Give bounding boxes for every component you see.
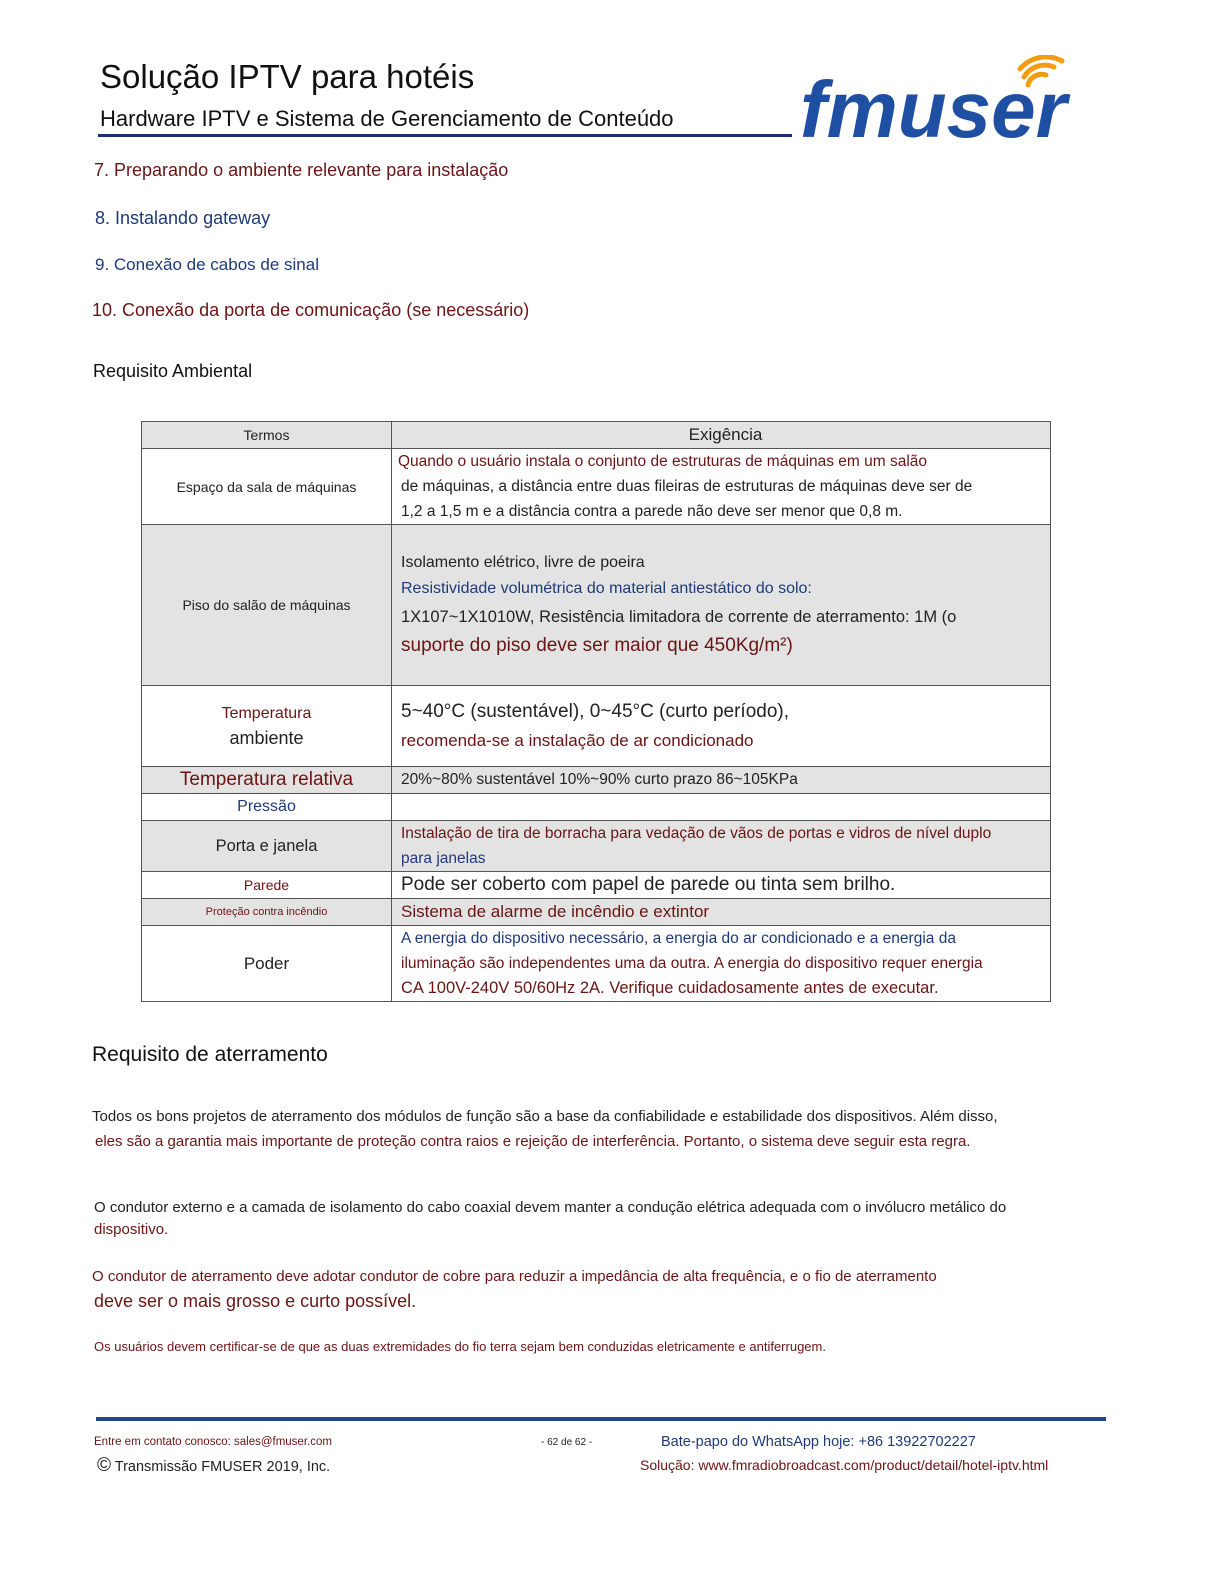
requirement-line: 1X107~1X1010W, Resistência limitadora de corrente de aterramento: 1M (o	[401, 608, 957, 626]
term-cell: Porta e janela	[142, 821, 392, 872]
requirement-line: A energia do dispositivo necessário, a energia do ar condicionado e a energia da	[401, 930, 956, 947]
step-8: 8. Instalando gateway	[95, 208, 271, 228]
term-cell: Parede	[142, 872, 392, 899]
requirement-line: CA 100V-240V 50/60Hz 2A. Verifique cuidadosamente antes de executar.	[401, 979, 939, 997]
requirement-cell	[392, 794, 1051, 821]
requirement-cell	[392, 821, 1051, 872]
env-section-title: Requisito Ambiental	[93, 361, 253, 381]
term-cell: Temperatura relativa	[142, 767, 392, 794]
logo-wordmark: fmuser	[800, 65, 1067, 150]
term-cell: Piso do salão de máquinas	[142, 525, 392, 686]
requirement-line: Quando o usuário instala o conjunto de estruturas de máquinas em um salão	[398, 453, 928, 470]
paragraph-line: Todos os bons projetos de aterramento dos módulos de função são a base da confiabilidade e estabilidade dos dispositivos. Além disso,	[92, 1108, 998, 1125]
term-line: ambiente	[229, 728, 304, 748]
grounding-paragraph-2	[94, 1197, 1104, 1241]
requirement-line: 1,2 a 1,5 m e a distância contra a parede não deve ser menor que 0,8 m.	[401, 503, 903, 520]
requirement-line: Isolamento elétrico, livre de poeira	[401, 554, 645, 571]
term-cell: Proteção contra incêndio	[142, 899, 392, 926]
term-cell: Poder	[142, 926, 392, 1002]
paragraph-line: O condutor externo e a camada de isolamento do cabo coaxial devem manter a condução elétrica adequada com o invólucro metálico do	[94, 1199, 1007, 1216]
requirement-cell: Sistema de alarme de incêndio e extintor	[392, 899, 1051, 926]
requirement-line: de máquinas, a distância entre duas fileiras de estruturas de máquinas deve ser de	[401, 478, 973, 495]
requirement-cell: 20%~80% sustentável 10%~90% curto prazo 86~105KPa	[392, 767, 1051, 794]
table-row	[142, 821, 1051, 872]
requirement-line: Resistividade volumétrica do material antiestático do solo:	[401, 580, 812, 597]
fmuser-logo	[800, 55, 1080, 150]
requirement-cell	[392, 525, 1051, 686]
paragraph-line: dispositivo.	[94, 1221, 169, 1238]
requirement-line: recomenda-se a instalação de ar condicionado	[401, 731, 754, 750]
grounding-paragraph-4: Os usuários devem certificar-se de que as duas extremidades do fio terra sejam bem conduzidas eletricamente e antiferrugem.	[94, 1339, 826, 1354]
table-row	[142, 686, 1051, 767]
requirement-cell	[392, 449, 1051, 525]
table-header-requirement: Exigência	[392, 422, 1051, 449]
term-cell: Pressão	[142, 794, 392, 821]
step-7: 7. Preparando o ambiente relevante para instalação	[94, 160, 509, 180]
footer-whatsapp[interactable]: Bate-papo do WhatsApp hoje: +86 13922702227	[661, 1434, 976, 1450]
footer-contact[interactable]: Entre em contato conosco: sales@fmuser.com	[94, 1436, 332, 1448]
requirement-cell	[392, 686, 1051, 767]
requirement-line: para janelas	[401, 850, 486, 867]
page-number: - 62 de 62 -	[541, 1437, 593, 1448]
table-row	[142, 525, 1051, 686]
footer-divider	[96, 1417, 1106, 1421]
step-9: 9. Conexão de cabos de sinal	[95, 255, 319, 274]
term-cell: Espaço da sala de máquinas	[142, 449, 392, 525]
requirement-line: suporte do piso deve ser maior que 450Kg/m²)	[401, 635, 793, 656]
page-title: Solução IPTV para hotéis	[100, 58, 475, 95]
table-row	[142, 926, 1051, 1002]
term-cell	[142, 686, 392, 767]
table-row	[142, 794, 1051, 821]
table-row	[142, 899, 1051, 926]
table-header-terms: Termos	[142, 422, 392, 449]
copyright-icon: ©	[97, 1455, 111, 1476]
table-header-row	[142, 422, 1051, 449]
table-row	[142, 767, 1051, 794]
footer-copyright: Transmissão FMUSER 2019, Inc.	[114, 1459, 331, 1475]
header-divider	[98, 134, 792, 137]
footer-solution-link[interactable]: Solução: www.fmradiobroadcast.com/product/detail/hotel-iptv.html	[640, 1457, 1049, 1473]
step-10: 10. Conexão da porta de comunicação (se necessário)	[92, 300, 530, 320]
paragraph-line: deve ser o mais grosso e curto possível.	[94, 1291, 417, 1311]
paragraph-line: O condutor de aterramento deve adotar condutor de cobre para reduzir a impedância de alta frequência, e o fio de aterramento	[92, 1268, 937, 1285]
requirement-line: iluminação são independentes uma da outra. A energia do dispositivo requer energia	[401, 955, 983, 972]
paragraph-line: eles são a garantia mais importante de proteção contra raios e rejeição de interferência. Portanto, o sistema deve seguir esta regra.	[95, 1133, 971, 1150]
footer-copyright-row	[97, 1455, 330, 1477]
requirement-line: 5~40°C (sustentável), 0~45°C (curto período),	[401, 701, 790, 722]
table-row	[142, 449, 1051, 525]
grounding-paragraph-1	[92, 1104, 1102, 1154]
environment-requirements-table	[141, 421, 1051, 1002]
grounding-paragraph-3	[92, 1266, 1102, 1314]
table-row	[142, 872, 1051, 899]
requirement-line: Instalação de tira de borracha para vedação de vãos de portas e vidros de nível duplo	[401, 825, 992, 842]
requirement-cell: Pode ser coberto com papel de parede ou tinta sem brilho.	[392, 872, 1051, 899]
page-subtitle: Hardware IPTV e Sistema de Gerenciamento de Conteúdo	[100, 106, 674, 131]
grounding-title: Requisito de aterramento	[92, 1043, 328, 1066]
term-line: Temperatura	[221, 705, 312, 722]
requirement-cell	[392, 926, 1051, 1002]
